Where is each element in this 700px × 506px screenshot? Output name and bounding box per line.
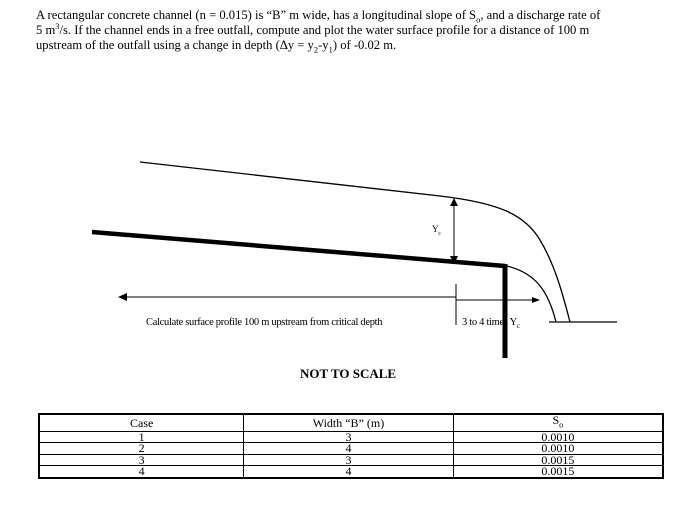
header-case: Case bbox=[39, 414, 244, 431]
calc-profile-label: Calculate surface profile 100 m upstream from critical depth bbox=[146, 317, 383, 328]
yc-arrow-up bbox=[450, 198, 458, 206]
yc-label: $Y_c$ bbox=[432, 224, 441, 237]
problem-statement: A rectangular concrete channel (n = 0.015) is “B” m wide, has a longitudinal slope of $S_o$, and a discharge rate of 5 $m^3/s$. If the channel ends in a free outfall, compute and plot the water surface profile for a distance of 100 m upstream of the outfall using a change in depth $(\Delta y = y_2-y_1)$ of -0.02 m. bbox=[36, 8, 601, 55]
nappe-lower-curve bbox=[507, 266, 556, 322]
times-yc-label: 3 to 4 times $Y_c$ bbox=[462, 317, 520, 331]
header-width: Width “B” (m) bbox=[244, 414, 453, 431]
channel-bed bbox=[92, 232, 505, 266]
profile-arrow-head bbox=[118, 293, 127, 301]
table-row bbox=[39, 431, 663, 478]
brink-dim-arrow bbox=[532, 297, 540, 303]
table-header-row bbox=[39, 414, 663, 431]
not-to-scale-note: NOT TO SCALE bbox=[300, 366, 397, 381]
case-cell: 1 2 3 4 bbox=[39, 431, 244, 478]
case-table bbox=[38, 413, 664, 479]
width-cell: 3 4 3 4 bbox=[244, 431, 453, 478]
slope-cell: 0.0010 0.0010 0.0015 0.0015 bbox=[453, 431, 663, 478]
header-slope: $S_o$ bbox=[453, 414, 663, 431]
